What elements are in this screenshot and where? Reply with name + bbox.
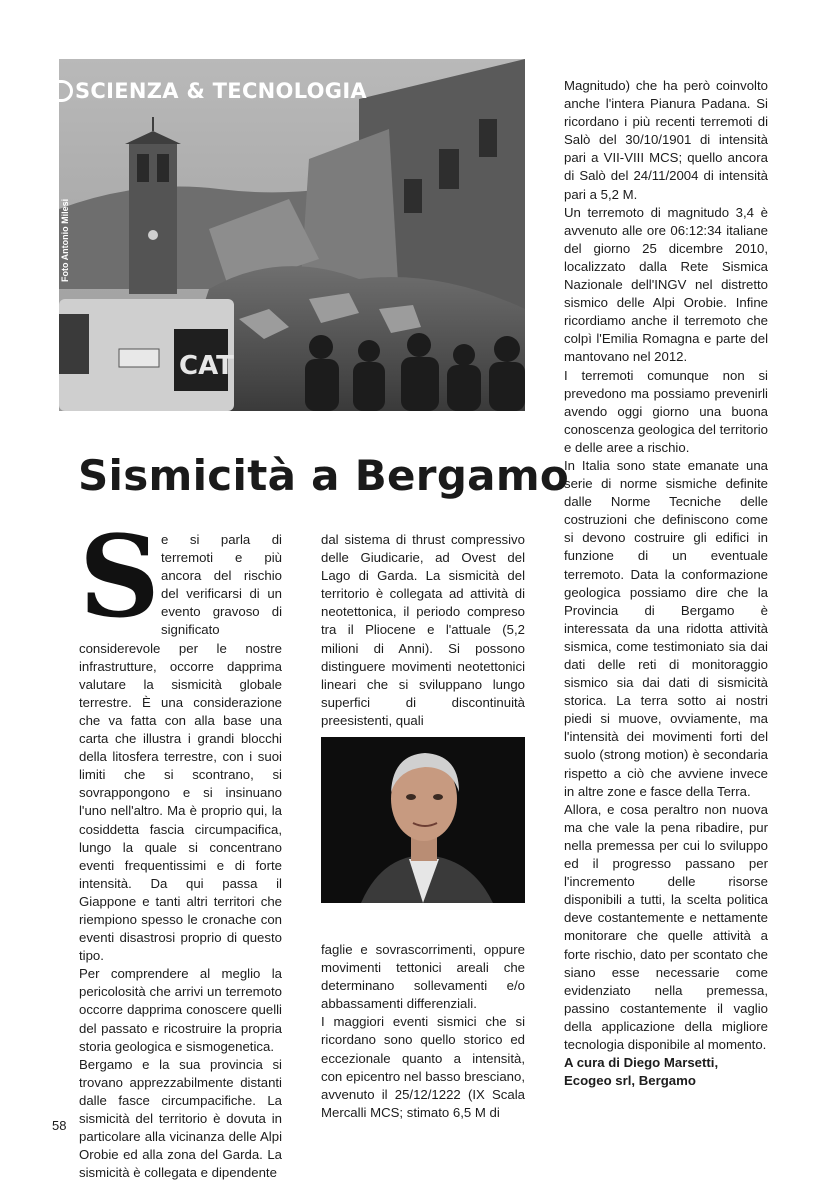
portrait-image — [321, 737, 525, 903]
article-column-3 — [564, 77, 768, 1090]
header-photo — [59, 59, 525, 411]
article-headline: Sismicità a Bergamo — [78, 451, 570, 500]
paragraph-bergamo: Bergamo e la sua provincia si trovano apprezzabilmente distanti dalle fasce circumpacifiche. La sismicità del territorio è dovuta in particolare alla vicinanza delle Alpi Orobie ed alla zona del Garda. La sismicità è collegata e dipendente — [79, 1056, 282, 1181]
paragraph-terremoto-2010: Un terremoto di magnitudo 3,4 è avvenuto alle ore 06:12:34 italiane del giorno 25 dicembre 2010, localizzato dalla Rete Sismica Nazionale dell'INGV nel distretto sismico delle Alpi Orobie. Infine ricordiamo anche il terremoto che colpì l'Emilia Romagna e parte del mantovano nel 2012. — [564, 204, 768, 365]
paragraph-conclusione: Allora, e cosa peraltro non nuova ma che vale la pena ribadire, pur nella premessa per cui lo sviluppo ed il progresso passano per l'incremento delle risorse disponibili a tutti, la scelta politica deve costantemente e nettamente monitorare che quelle attività a forte rischio, dato per scontato che siano esse necessarie come evidenziato nella premessa, passino costantemente il vaglio della applicazione della migliore tecnologia disponibile al momento. — [564, 801, 768, 1052]
author-portrait — [321, 737, 525, 903]
paragraph-history: Per comprendere al meglio la pericolosità che arrivi un terremoto occorre dapprima conoscere quelli del passato e ricostruire la propria storia geologica e sismogenetica. — [79, 966, 282, 1054]
cat-logo: CAT — [179, 351, 234, 381]
dropcap: S — [79, 512, 160, 643]
section-title-text: SCIENZA & TECNOLOGIA — [75, 79, 367, 103]
page-number: 58 — [52, 1118, 67, 1133]
paragraph-neotettonica: dal sistema di thrust compressivo delle Giudicarie, ad Ovest del Lago di Garda. La sismicità del territorio è collegata ad attività di neotettonica, il periodo compreso tra il Pliocene e l'attuale (5,2 milioni di Anni). Si possono distinguere movimenti neotettonici lineari che si sviluppano lungo superfici di discontinuità preesistenti, quali — [321, 532, 525, 728]
paragraph-intro-text: e si parla di terremoti e più ancora del rischio del verificarsi di un evento gravoso di significato considerevole per le nostre infrastrutture, occorre dapprima valutare la sismicità globale terrestre. È una considerazione che va fatta con alla base una carta che illustra i grandi blocchi della litosfera terrestre, con i suoi limiti che si scontrano, si sovrappongono e si insinuano l'uno nell'altro. Ma è proprio qui, la cosiddetta fascia circumpacifica, lungo la quale si concentrano eventi frequentissimi e di forte intensità. Da qui passa il Giappone e tanti altri territori che riempiono spesso le cronache con eventi disastrosi proprio di questo tipo. — [79, 532, 282, 964]
article-column-1 — [79, 512, 282, 1182]
paragraph-faglie: faglie e sovrascorrimenti, oppure movimenti tettonici areali che determinano sollevamenti e/o abbassamenti differenziali. — [321, 942, 525, 1012]
paragraph-prevenzione: I terremoti comunque non si prevedono ma possiamo prevenirli avendo oggi giorno una buona conoscenza geologica del territorio e delle aree a rischio. — [564, 367, 768, 455]
section-marker-icon — [59, 80, 73, 102]
article-author: A cura di Diego Marsetti, Ecogeo srl, Bergamo — [564, 1055, 719, 1089]
photo-credit: Foto Antonio Milesi — [60, 198, 70, 282]
paragraph-norme: In Italia sono state emanate una serie di norme sismiche definite dalle Norme Tecniche delle costruzioni che definiscono come si devono costruire gli edifici in funzione di un eventuale terremoto. Data la conformazione geologica possiamo dire che la Provincia di Bergamo è interessata da una ridotta attività sismica, come testimoniato sia dai dati delle reti di monitoraggio sismico sia dai dati di sismicità storica. La terra sotto ai nostri piedi si muove, ovviamente, ma l'intensità dei movimenti forti del suolo (strong motion) è secondaria rispetto a ciò che avviene invece in altre zone e fasce della Terra. — [564, 457, 768, 799]
earthquake-rubble-image — [59, 59, 525, 411]
article-column-2-bottom — [321, 941, 525, 1122]
paragraph-eventi-sismici: I maggiori eventi sismici che si ricordano sono quello storico ed eccezionale quanto a intensità, con epicentro nel basso bresciano, avvenuto il 25/12/1222 (IX Scala Mercalli MCS; stimato 6,5 M di — [321, 1014, 525, 1120]
paragraph-magnitudo: Magnitudo) che ha però coinvolto anche l'intera Pianura Padana. Si ricordano i più recenti terremoti di Salò del 30/10/1901 di intensità pari a VII-VIII MCS; quello ancora di Salò del 24/11/2004 di intensità pari a 5,2 M. — [564, 78, 768, 202]
article-column-2-top — [321, 531, 525, 730]
section-title — [59, 78, 367, 104]
